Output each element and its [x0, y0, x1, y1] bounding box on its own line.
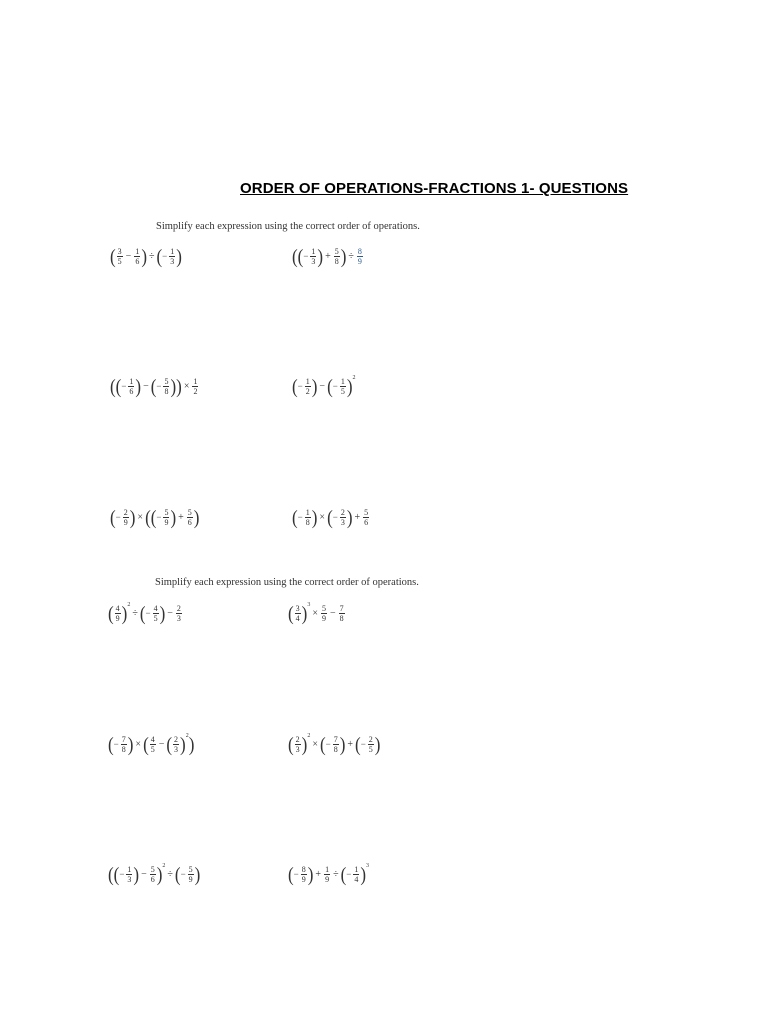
parenthesis: ( [327, 506, 333, 529]
fraction [192, 377, 198, 396]
fraction [173, 735, 179, 754]
expression-12 [288, 865, 369, 884]
parenthesis: ) [194, 863, 201, 886]
parenthesis: ) [346, 375, 353, 398]
parenthesis: ) [339, 733, 346, 756]
negative-sign: − [297, 381, 303, 391]
parenthesis: ( [108, 863, 114, 886]
parenthesis: ) [156, 863, 163, 886]
operator: ÷ [132, 607, 138, 619]
parenthesis: ( [292, 375, 298, 398]
parenthesis: ) [180, 733, 186, 756]
negative-sign: − [156, 512, 162, 522]
numerator: 8 [301, 865, 306, 874]
denominator: 2 [305, 387, 310, 396]
parenthesis: ) [188, 733, 195, 756]
parenthesis: ) [301, 733, 308, 756]
numerator: 1 [193, 377, 198, 386]
expression-9 [108, 735, 194, 754]
numerator: 5 [164, 377, 169, 386]
numerator: 7 [333, 735, 338, 744]
parenthesis: ( [166, 733, 173, 756]
denominator: 2 [193, 387, 198, 396]
denominator: 9 [301, 875, 306, 884]
numerator: 2 [123, 508, 128, 517]
expression-1 [110, 247, 182, 266]
numerator: 2 [174, 735, 179, 744]
expression-5 [110, 508, 199, 527]
parenthesis: ( [110, 506, 116, 529]
operator: − [125, 250, 132, 262]
fraction [333, 735, 339, 754]
denominator: 5 [150, 745, 155, 754]
denominator: 4 [354, 875, 359, 884]
fraction [339, 604, 345, 623]
denominator: 8 [333, 745, 338, 754]
denominator: 6 [150, 875, 155, 884]
fraction [305, 377, 311, 396]
fraction [163, 508, 169, 527]
parenthesis: ) [133, 863, 140, 886]
denominator: 3 [170, 257, 175, 266]
parenthesis: ( [139, 602, 146, 625]
denominator: 3 [295, 745, 300, 754]
parenthesis: ( [327, 375, 333, 398]
negative-sign: − [293, 869, 299, 879]
numerator: 1 [305, 377, 310, 386]
parenthesis: ( [292, 245, 298, 268]
denominator: 3 [340, 518, 345, 527]
negative-sign: − [297, 512, 303, 522]
parenthesis: ( [110, 245, 116, 268]
denominator: 3 [311, 257, 316, 266]
parenthesis: ( [145, 506, 151, 529]
denominator: 6 [129, 387, 134, 396]
numerator: 5 [187, 508, 192, 517]
numerator: 4 [115, 604, 120, 613]
instruction-1: Simplify each expression using the correct order of operations. [156, 221, 420, 232]
page-title: ORDER OF OPERATIONS-FRACTIONS 1- QUESTIONS [240, 180, 629, 197]
operator: − [141, 868, 147, 880]
numerator: 5 [334, 247, 339, 256]
denominator: 5 [340, 387, 345, 396]
fraction [187, 508, 193, 527]
numerator: 1 [129, 377, 134, 386]
fraction [150, 735, 156, 754]
fraction [134, 247, 140, 266]
parenthesis: ) [317, 245, 324, 268]
denominator: 9 [357, 257, 362, 266]
numerator: 3 [117, 247, 122, 256]
parenthesis: ) [374, 733, 381, 756]
parenthesis: ( [292, 506, 298, 529]
numerator: 1 [311, 247, 316, 256]
parenthesis: ) [307, 863, 314, 886]
parenthesis: ) [301, 602, 308, 625]
fraction [123, 508, 129, 527]
numerator: 8 [357, 247, 362, 256]
operator: − [319, 380, 326, 392]
fraction [310, 247, 316, 266]
operator: − [167, 607, 173, 619]
operator: ÷ [348, 250, 354, 262]
parenthesis: ( [174, 863, 181, 886]
fraction [126, 865, 132, 884]
instruction-2: Simplify each expression using the correct order of operations. [155, 577, 419, 588]
expression-4 [292, 377, 355, 396]
exponent: 3 [365, 863, 369, 869]
parenthesis: ) [193, 506, 200, 529]
parenthesis: ( [297, 245, 304, 268]
numerator: 2 [340, 508, 345, 517]
parenthesis: ( [288, 733, 294, 756]
parenthesis: ) [176, 245, 182, 268]
exponent: 2 [307, 733, 311, 739]
negative-sign: − [156, 381, 162, 391]
operator: + [354, 511, 361, 523]
parenthesis: ) [170, 375, 177, 398]
fraction [295, 735, 301, 754]
parenthesis: ) [121, 602, 128, 625]
numerator: 2 [295, 735, 300, 744]
fraction [321, 604, 327, 623]
parenthesis: ( [150, 506, 157, 529]
fraction [153, 604, 159, 623]
numerator: 5 [364, 508, 369, 517]
parenthesis: ( [150, 375, 157, 398]
parenthesis: ( [319, 733, 326, 756]
negative-sign: − [346, 869, 352, 879]
fraction [115, 604, 121, 623]
fraction [340, 508, 346, 527]
negative-sign: − [113, 739, 119, 749]
negative-sign: − [115, 512, 121, 522]
parenthesis: ) [311, 506, 318, 529]
expression-10 [288, 735, 380, 754]
numerator: 4 [150, 735, 155, 744]
expression-2 [292, 247, 364, 266]
numerator: 7 [339, 604, 344, 613]
operator: + [178, 511, 184, 523]
numerator: 1 [340, 377, 345, 386]
fraction [353, 865, 359, 884]
fraction [324, 865, 330, 884]
operator: + [315, 868, 322, 880]
operator: + [325, 250, 331, 262]
negative-sign: − [145, 608, 151, 618]
operator: − [143, 380, 149, 392]
fraction [150, 865, 156, 884]
parenthesis: ) [127, 733, 134, 756]
denominator: 9 [321, 614, 326, 623]
parenthesis: ( [110, 375, 116, 398]
numerator: 5 [321, 604, 326, 613]
expression-6 [292, 508, 370, 527]
denominator: 9 [188, 875, 193, 884]
numerator: 1 [170, 247, 175, 256]
numerator: 1 [305, 508, 310, 517]
operator: × [135, 738, 142, 750]
exponent: 2 [162, 863, 166, 869]
denominator: 8 [164, 387, 169, 396]
numerator: 2 [176, 604, 181, 613]
denominator: 3 [176, 614, 181, 623]
parenthesis: ( [340, 863, 347, 886]
denominator: 5 [368, 745, 373, 754]
expression-7 [108, 604, 183, 623]
denominator: 8 [305, 518, 310, 527]
operator: × [312, 607, 318, 619]
denominator: 3 [127, 875, 132, 884]
parenthesis: ( [108, 733, 114, 756]
operator: ÷ [167, 868, 173, 880]
denominator: 6 [364, 518, 369, 527]
exponent: 2 [352, 375, 356, 381]
denominator: 8 [334, 257, 339, 266]
fraction [295, 604, 301, 623]
fraction [340, 377, 346, 396]
parenthesis: ( [288, 602, 294, 625]
fraction [305, 508, 311, 527]
denominator: 8 [121, 745, 126, 754]
denominator: 9 [115, 614, 120, 623]
expression-11 [108, 865, 200, 884]
operator: × [137, 511, 144, 523]
denominator: 9 [123, 518, 128, 527]
negative-sign: − [303, 251, 309, 261]
expression-3 [110, 377, 199, 396]
denominator: 8 [339, 614, 344, 623]
denominator: 6 [187, 518, 192, 527]
numerator: 7 [121, 735, 126, 744]
numerator: 5 [150, 865, 155, 874]
exponent: 2 [127, 602, 131, 608]
fraction [301, 865, 307, 884]
operator: × [319, 511, 326, 523]
numerator: 1 [325, 865, 330, 874]
denominator: 6 [135, 257, 140, 266]
operator: × [183, 380, 190, 392]
fraction [334, 247, 340, 266]
parenthesis: ( [115, 375, 122, 398]
parenthesis: ( [113, 863, 120, 886]
parenthesis: ) [141, 245, 147, 268]
parenthesis: ( [143, 733, 149, 756]
parenthesis: ( [355, 733, 361, 756]
negative-sign: − [180, 869, 186, 879]
parenthesis: ( [108, 602, 114, 625]
fraction [368, 735, 374, 754]
operator: ÷ [333, 868, 339, 880]
expression-8 [288, 604, 346, 623]
denominator: 4 [295, 614, 300, 623]
parenthesis: ) [159, 602, 166, 625]
negative-sign: − [119, 869, 125, 879]
numerator: 1 [354, 865, 359, 874]
negative-sign: − [162, 251, 168, 261]
numerator: 5 [188, 865, 193, 874]
numerator: 4 [153, 604, 158, 613]
fraction [117, 247, 123, 266]
parenthesis: ) [135, 375, 142, 398]
negative-sign: − [332, 512, 338, 522]
operator: ÷ [148, 250, 155, 262]
negative-sign: − [332, 381, 338, 391]
parenthesis: ) [129, 506, 136, 529]
denominator: 9 [164, 518, 169, 527]
fraction [357, 247, 363, 266]
denominator: 9 [325, 875, 330, 884]
fraction [363, 508, 369, 527]
operator: − [158, 738, 165, 750]
fraction [121, 735, 127, 754]
negative-sign: − [325, 739, 331, 749]
parenthesis: ( [288, 863, 294, 886]
fraction [128, 377, 134, 396]
exponent: 3 [307, 602, 311, 608]
exponent: 2 [185, 733, 189, 739]
fraction [188, 865, 194, 884]
fraction [169, 247, 175, 266]
numerator: 1 [127, 865, 132, 874]
fraction [163, 377, 169, 396]
operator: × [312, 738, 318, 750]
parenthesis: ) [176, 375, 182, 398]
fraction [176, 604, 182, 623]
parenthesis: ) [346, 506, 353, 529]
numerator: 3 [295, 604, 300, 613]
numerator: 5 [164, 508, 169, 517]
parenthesis: ( [156, 245, 163, 268]
denominator: 5 [117, 257, 122, 266]
operator: + [347, 738, 354, 750]
denominator: 3 [174, 745, 179, 754]
numerator: 1 [135, 247, 140, 256]
parenthesis: ) [170, 506, 177, 529]
negative-sign: − [360, 739, 366, 749]
parenthesis: ) [311, 375, 318, 398]
numerator: 2 [368, 735, 373, 744]
parenthesis: ) [340, 245, 347, 268]
negative-sign: − [121, 381, 127, 391]
denominator: 5 [153, 614, 158, 623]
parenthesis: ) [360, 863, 366, 886]
operator: − [329, 607, 336, 619]
